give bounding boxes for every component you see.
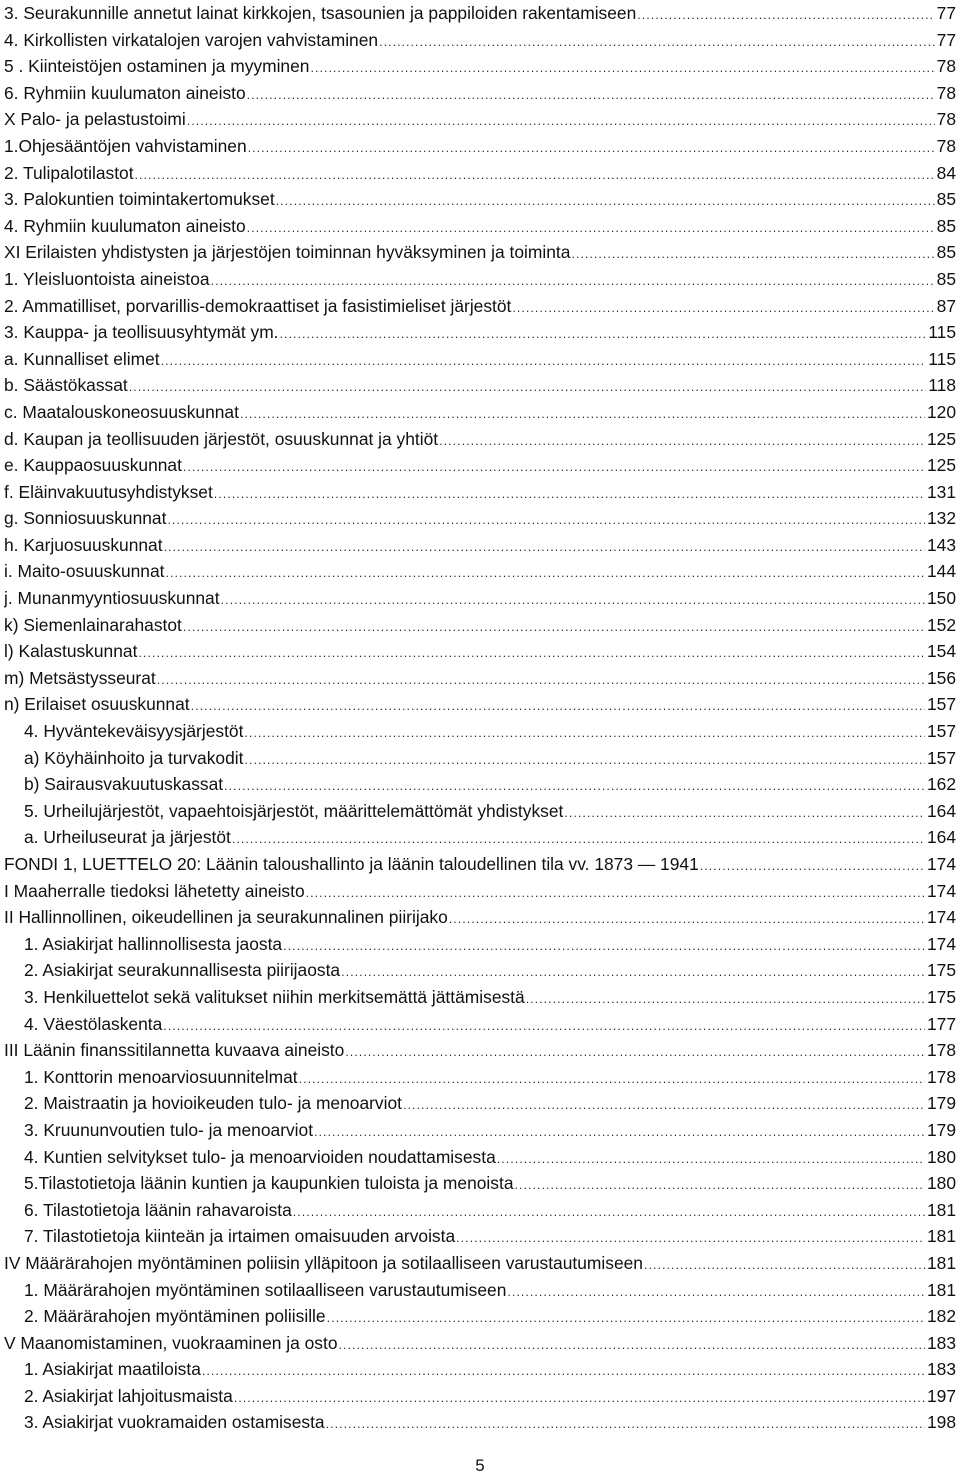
toc-entry[interactable] — [4, 1383, 956, 1410]
toc-entry-page-number: 198 — [926, 1412, 956, 1433]
toc-entry-label: 4. Väestölaskenta — [24, 1013, 163, 1034]
toc-entry-label: 7. Tilastotietoja kiinteän ja irtaimen omaisuuden arvoista — [24, 1226, 456, 1247]
toc-entry-page-number: 87 — [936, 295, 956, 316]
dot-leader — [224, 774, 925, 798]
toc-entry-page-number: 115 — [928, 348, 956, 369]
toc-entry-label: 1. Määrärahojen myöntäminen sotilaalliseen varustautumiseen — [24, 1279, 507, 1300]
toc-entry[interactable] — [4, 745, 956, 772]
dot-leader — [157, 668, 925, 692]
toc-entry-label: 3. Henkiluettelot sekä valitukset niihin merkitsemättä jättämisestä — [24, 986, 525, 1007]
dot-leader — [211, 269, 935, 293]
toc-entry-label: I Maaherralle tiedoksi lähetetty aineisto — [4, 880, 305, 901]
toc-entry[interactable] — [4, 372, 956, 399]
dot-leader — [247, 83, 935, 107]
toc-entry-page-number: 85 — [936, 242, 956, 263]
toc-entry-page-number: 132 — [926, 508, 956, 529]
toc-entry-page-number: 78 — [936, 109, 956, 130]
dot-leader — [276, 189, 935, 213]
toc-entry-page-number: 85 — [936, 215, 956, 236]
toc-entry-page-number: 78 — [936, 56, 956, 77]
toc-entry-page-number: 115 — [928, 322, 956, 343]
toc-entry-page-number: 181 — [926, 1226, 956, 1247]
dot-leader — [164, 535, 925, 559]
toc-entry[interactable] — [4, 1303, 956, 1330]
toc-entry-page-number: 174 — [926, 880, 956, 901]
toc-entry-page-number: 152 — [926, 614, 956, 635]
toc-entry-page-number: 174 — [926, 933, 956, 954]
dot-leader — [327, 1306, 925, 1330]
toc-entry-label: 3. Seurakunnille annetut lainat kirkkojen, tsasounien ja pappiloiden rakentamiseen — [4, 3, 637, 23]
toc-entry-label: 1. Asiakirjat maatiloista — [24, 1359, 201, 1380]
table-of-contents — [4, 0, 956, 1436]
toc-entry[interactable] — [4, 505, 956, 532]
dot-leader — [163, 1014, 925, 1038]
toc-entry-label: b. Säästökassat — [4, 375, 128, 396]
dot-leader — [512, 296, 934, 320]
toc-entry-label: XI Erilaisten yhdistysten ja järjestöjen toiminnan hyväksyminen ja toiminta — [4, 242, 571, 263]
toc-entry-page-number: 85 — [936, 189, 956, 210]
toc-entry-page-number: 164 — [926, 827, 956, 848]
toc-entry[interactable] — [4, 346, 956, 373]
toc-entry-label: e. Kauppaosuuskunnat — [4, 455, 182, 476]
toc-entry-page-number: 183 — [926, 1359, 956, 1380]
toc-entry-page-number: 180 — [926, 1173, 956, 1194]
toc-entry-label: 2. Maistraatin ja hovioikeuden tulo- ja menoarviot — [24, 1093, 402, 1114]
toc-entry[interactable] — [4, 452, 956, 479]
toc-entry-page-number: 150 — [926, 588, 956, 609]
toc-entry[interactable] — [4, 585, 956, 612]
toc-entry[interactable] — [4, 266, 956, 293]
toc-entry-label: a. Kunnalliset elimet — [4, 348, 160, 369]
dot-leader — [345, 1040, 925, 1064]
toc-entry[interactable] — [4, 1409, 956, 1436]
toc-entry-label: h. Karjuosuuskunnat — [4, 534, 163, 555]
dot-leader — [644, 1253, 925, 1277]
toc-entry-label: 6. Ryhmiin kuulumaton aineisto — [4, 82, 246, 103]
toc-entry-label: a. Urheiluseurat ja järjestöt — [24, 827, 231, 848]
toc-entry-label: m) Metsästysseurat — [4, 667, 156, 688]
toc-entry[interactable] — [4, 931, 956, 958]
dot-leader — [456, 1226, 925, 1250]
toc-entry-page-number: 157 — [926, 721, 956, 742]
toc-entry[interactable] — [4, 612, 956, 639]
toc-entry-page-number: 175 — [926, 986, 956, 1007]
dot-leader — [165, 561, 925, 585]
dot-leader — [299, 1067, 925, 1091]
toc-entry-page-number: 125 — [926, 428, 956, 449]
toc-entry-page-number: 183 — [926, 1332, 956, 1353]
dot-leader — [135, 163, 935, 187]
toc-entry-page-number: 182 — [926, 1306, 956, 1327]
dot-leader — [167, 508, 925, 532]
toc-entry-page-number: 143 — [926, 534, 956, 555]
toc-entry-label: 1. Konttorin menoarviosuunnitelmat — [24, 1066, 298, 1087]
toc-entry[interactable] — [4, 957, 956, 984]
dot-leader — [700, 854, 925, 878]
toc-entry-label: 2. Ammatilliset, porvarillis-demokraattiset ja fasistimieliset järjestöt — [4, 295, 512, 316]
toc-entry[interactable] — [4, 1117, 956, 1144]
toc-entry[interactable] — [4, 1277, 956, 1304]
toc-entry[interactable] — [4, 1011, 956, 1038]
toc-entry-label: 2. Määrärahojen myöntäminen poliisille — [24, 1306, 326, 1327]
dot-leader — [214, 482, 925, 506]
toc-entry[interactable] — [4, 1223, 956, 1250]
toc-entry-label: 5.Tilastotietoja läänin kuntien ja kaupunkien tuloista ja menoista — [24, 1173, 514, 1194]
toc-entry-page-number: 78 — [936, 82, 956, 103]
dot-leader — [183, 615, 925, 639]
toc-entry-page-number: 179 — [926, 1093, 956, 1114]
dot-leader — [403, 1093, 925, 1117]
toc-entry-page-number: 157 — [926, 694, 956, 715]
dot-leader — [221, 588, 925, 612]
toc-entry-page-number: 84 — [936, 162, 956, 183]
toc-entry-label: 2. Asiakirjat seurakunnallisesta piirijaosta — [24, 960, 341, 981]
toc-entry-page-number: 131 — [926, 481, 956, 502]
dot-leader — [247, 216, 935, 240]
toc-entry-label: 1. Asiakirjat hallinnollisesta jaosta — [24, 933, 283, 954]
toc-entry[interactable] — [4, 319, 956, 346]
toc-entry[interactable] — [4, 106, 956, 133]
toc-entry[interactable] — [4, 638, 956, 665]
dot-leader — [379, 30, 935, 54]
toc-entry[interactable] — [4, 1330, 956, 1357]
toc-entry-label: l) Kalastuskunnat — [4, 641, 138, 662]
dot-leader — [191, 694, 925, 718]
dot-leader — [244, 748, 925, 772]
toc-entry[interactable] — [4, 771, 956, 798]
toc-entry-page-number: 181 — [926, 1199, 956, 1220]
toc-entry-page-number: 164 — [926, 800, 956, 821]
toc-entry-label: II Hallinnollinen, oikeudellinen ja seurakunnalinen piirijako — [4, 907, 448, 928]
dot-leader — [326, 1412, 925, 1436]
toc-entry-page-number: 154 — [926, 641, 956, 662]
toc-entry[interactable] — [4, 851, 956, 878]
toc-entry[interactable] — [4, 798, 956, 825]
toc-entry-page-number: 77 — [936, 3, 956, 23]
toc-entry-page-number: 177 — [926, 1013, 956, 1034]
toc-entry-page-number: 78 — [936, 135, 956, 156]
toc-entry-label: f. Eläinvakuutusyhdistykset — [4, 481, 213, 502]
dot-leader — [314, 1120, 925, 1144]
toc-entry-label: a) Köyhäinhoito ja turvakodit — [24, 747, 244, 768]
toc-entry[interactable] — [4, 1090, 956, 1117]
toc-entry[interactable] — [4, 1356, 956, 1383]
dot-leader — [339, 1333, 925, 1357]
toc-entry-page-number: 85 — [936, 268, 956, 289]
toc-entry-label: 4. Ryhmiin kuulumaton aineisto — [4, 215, 246, 236]
dot-leader — [138, 641, 925, 665]
toc-entry-label: j. Munanmyyntiosuuskunnat — [4, 588, 220, 609]
toc-entry-page-number: 144 — [926, 561, 956, 582]
toc-entry-page-number: 181 — [926, 1279, 956, 1300]
toc-entry-label: c. Maatalouskoneosuuskunnat — [4, 401, 239, 422]
toc-entry-label: 3. Kruununvoutien tulo- ja menoarviot — [24, 1119, 314, 1140]
toc-entry-label: k) Siemenlainarahastot — [4, 614, 182, 635]
toc-entry-page-number: 197 — [926, 1385, 956, 1406]
dot-leader — [240, 402, 925, 426]
dot-leader — [283, 934, 925, 958]
toc-entry[interactable] — [4, 718, 956, 745]
toc-entry[interactable] — [4, 1037, 956, 1064]
dot-leader — [526, 987, 925, 1011]
toc-entry-page-number: 180 — [926, 1146, 956, 1167]
toc-entry-label: 6. Tilastotietoja läänin rahavaroista — [24, 1199, 292, 1220]
dot-leader — [232, 827, 925, 851]
toc-entry-label: 1.Ohjesääntöjen vahvistaminen — [4, 135, 247, 156]
toc-entry[interactable] — [4, 53, 956, 80]
toc-entry[interactable] — [4, 160, 956, 187]
dot-leader — [234, 1386, 925, 1410]
dot-leader — [202, 1359, 925, 1383]
toc-entry-label: 5 . Kiinteistöjen ostaminen ja myyminen — [4, 56, 310, 77]
toc-entry[interactable] — [4, 1064, 956, 1091]
toc-entry[interactable] — [4, 239, 956, 266]
dot-leader — [183, 455, 925, 479]
toc-entry-label: d. Kaupan ja teollisuuden järjestöt, osuuskunnat ja yhtiöt — [4, 428, 439, 449]
toc-entry-label: n) Erilaiset osuuskunnat — [4, 694, 190, 715]
toc-entry[interactable] — [4, 1197, 956, 1224]
dot-leader — [515, 1173, 925, 1197]
dot-leader — [507, 1280, 925, 1304]
dot-leader — [341, 960, 925, 984]
toc-entry[interactable] — [4, 426, 956, 453]
page-number: 5 — [475, 1456, 485, 1475]
toc-entry-label: III Läänin finanssitilannetta kuvaava aineisto — [4, 1040, 345, 1061]
toc-entry[interactable] — [4, 399, 956, 426]
toc-entry-label: 3. Asiakirjat vuokramaiden ostamisesta — [24, 1412, 325, 1433]
toc-entry-page-number: 174 — [926, 907, 956, 928]
toc-entry[interactable] — [4, 1250, 956, 1277]
toc-entry-label: 2. Asiakirjat lahjoitusmaista — [24, 1385, 233, 1406]
toc-entry-page-number: 175 — [926, 960, 956, 981]
toc-entry-page-number: 77 — [936, 29, 956, 50]
toc-entry-label: 3. Palokuntien toimintakertomukset — [4, 189, 275, 210]
toc-entry-label: IV Määrärahojen myöntäminen poliisin ylläpitoon ja sotilaalliseen varustautumiseen — [4, 1252, 643, 1273]
dot-leader — [244, 721, 925, 745]
toc-entry-page-number: 174 — [926, 854, 956, 874]
dot-leader — [571, 242, 934, 266]
toc-entry[interactable] — [4, 213, 956, 240]
toc-entry-page-number: 181 — [926, 1252, 956, 1273]
toc-entry[interactable] — [4, 0, 956, 27]
toc-entry-label: 1. Yleisluontoista aineistoa — [4, 268, 210, 289]
toc-entry-label: 4. Kirkollisten virkatalojen varojen vahvistaminen — [4, 29, 379, 50]
toc-entry[interactable] — [4, 878, 956, 905]
toc-entry[interactable] — [4, 904, 956, 931]
toc-entry-label: 5. Urheilujärjestöt, vapaehtoisjärjestöt, määrittelemättömät yhdistykset — [24, 800, 564, 821]
toc-entry[interactable] — [4, 532, 956, 559]
toc-entry-page-number: 179 — [926, 1119, 956, 1140]
toc-entry[interactable] — [4, 558, 956, 585]
toc-entry[interactable] — [4, 186, 956, 213]
toc-entry[interactable] — [4, 1144, 956, 1171]
toc-entry-page-number: 157 — [926, 747, 956, 768]
toc-entry[interactable] — [4, 691, 956, 718]
toc-entry[interactable] — [4, 984, 956, 1011]
toc-entry-page-number: 118 — [928, 375, 956, 396]
toc-entry-page-number: 125 — [926, 455, 956, 476]
dot-leader — [129, 375, 927, 399]
toc-entry-page-number: 162 — [926, 774, 956, 795]
toc-entry-label: g. Sonniosuuskunnat — [4, 508, 167, 529]
toc-entry-label: 4. Hyväntekeväisyysjärjestöt — [24, 721, 244, 742]
dot-leader — [161, 349, 927, 373]
toc-entry-label: 4. Kuntien selvitykset tulo- ja menoarvioiden noudattamisesta — [24, 1146, 496, 1167]
toc-entry[interactable] — [4, 1170, 956, 1197]
toc-entry[interactable] — [4, 824, 956, 851]
dot-leader — [293, 1200, 925, 1224]
dot-leader — [280, 322, 927, 346]
toc-entry[interactable] — [4, 665, 956, 692]
dot-leader — [637, 3, 934, 27]
dot-leader — [439, 429, 925, 453]
toc-entry-label: 3. Kauppa- ja teollisuusyhtymät ym. — [4, 322, 279, 343]
toc-entry-label: i. Maito-osuuskunnat — [4, 561, 165, 582]
toc-entry-page-number: 156 — [926, 667, 956, 688]
toc-entry-page-number: 120 — [926, 401, 956, 422]
toc-entry-page-number: 178 — [926, 1040, 956, 1061]
toc-entry-page-number: 178 — [926, 1066, 956, 1087]
toc-entry-label: 2. Tulipalotilastot — [4, 162, 134, 183]
toc-entry[interactable] — [4, 293, 956, 320]
dot-leader — [564, 801, 925, 825]
toc-entry[interactable] — [4, 479, 956, 506]
dot-leader — [248, 136, 935, 160]
toc-entry[interactable] — [4, 27, 956, 54]
toc-entry-label: X Palo- ja pelastustoimi — [4, 109, 186, 130]
dot-leader — [187, 109, 935, 133]
toc-entry-label: FONDI 1, LUETTELO 20: Läänin taloushallinto ja läänin taloudellinen tila vv. 1873 — 1941 — [4, 854, 699, 874]
dot-leader — [449, 907, 925, 931]
dot-leader — [497, 1147, 925, 1171]
dot-leader — [306, 881, 925, 905]
toc-entry[interactable] — [4, 80, 956, 107]
dot-leader — [310, 56, 934, 80]
toc-entry[interactable] — [4, 133, 956, 160]
toc-entry-label: V Maanomistaminen, vuokraaminen ja osto — [4, 1332, 338, 1353]
toc-entry-label: b) Sairausvakuutuskassat — [24, 774, 224, 795]
